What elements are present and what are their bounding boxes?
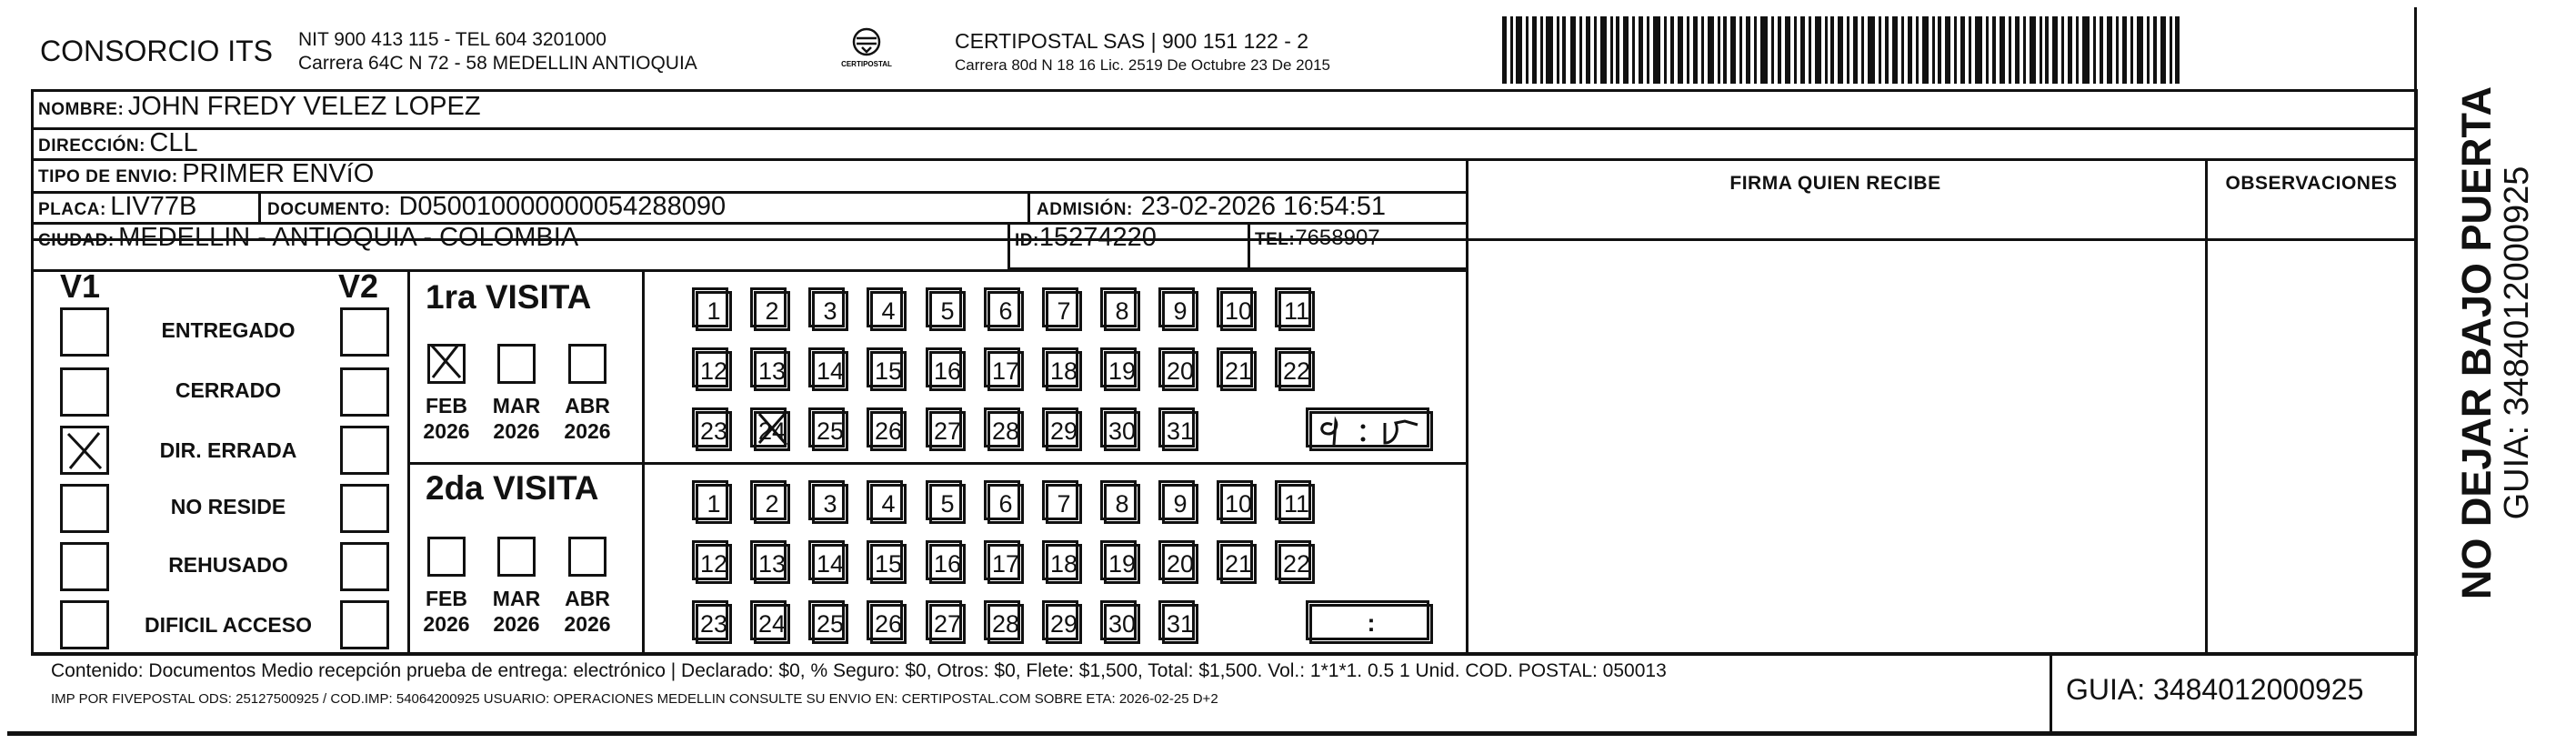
second-visit-day-24[interactable]: 24 bbox=[754, 604, 790, 644]
first-visit-day-16[interactable]: 16 bbox=[929, 351, 966, 391]
documento-value: D050010000000054288090 bbox=[398, 192, 727, 221]
status-label: REHUSADO bbox=[168, 553, 288, 577]
nombre-value: JOHN FREDY VELEZ LOPEZ bbox=[127, 92, 481, 121]
first-visit-day-19[interactable]: 19 bbox=[1104, 351, 1140, 391]
v1-dificil-acceso-checkbox[interactable] bbox=[60, 600, 109, 649]
tel-value: 7658907 bbox=[1295, 226, 1380, 250]
second-visit-abr-checkbox[interactable] bbox=[568, 537, 606, 577]
first-visit-day-23[interactable]: 23 bbox=[696, 411, 732, 451]
second-visit-day-7[interactable]: 7 bbox=[1046, 484, 1082, 524]
second-visit-day-29[interactable]: 29 bbox=[1046, 604, 1082, 644]
id-value: 15274220 bbox=[1038, 223, 1157, 252]
direccion-value: CLL bbox=[149, 128, 198, 157]
first-visit-day-13[interactable]: 13 bbox=[754, 351, 790, 391]
month-label: MAR 2026 bbox=[492, 587, 541, 636]
first-visit-day-30[interactable]: 30 bbox=[1104, 411, 1140, 451]
ciudad-value: MEDELLIN - ANTIOQUIA - COLOMBIA bbox=[118, 223, 579, 252]
second-visit-day-16[interactable]: 16 bbox=[929, 544, 966, 584]
status-label: NO RESIDE bbox=[170, 495, 286, 518]
v1-dir-errada-checkbox[interactable] bbox=[60, 426, 109, 475]
first-visit-time-box[interactable] bbox=[1309, 411, 1433, 451]
first-visit-day-17[interactable]: 17 bbox=[987, 351, 1024, 391]
first-visit-abr-checkbox[interactable] bbox=[568, 344, 606, 384]
status-label: DIFICIL ACCESO bbox=[144, 613, 312, 637]
tipo-value: PRIMER ENVíO bbox=[182, 159, 375, 188]
v1-entregado-checkbox[interactable] bbox=[60, 307, 109, 357]
footer-guia: GUIA: 3484012000925 bbox=[2066, 673, 2364, 706]
v1-header: V1 bbox=[60, 267, 101, 305]
second-visit-day-26[interactable]: 26 bbox=[870, 604, 907, 644]
first-visit-day-6[interactable]: 6 bbox=[987, 291, 1024, 331]
first-visit-feb-checkbox[interactable] bbox=[427, 344, 466, 384]
first-visit-day-20[interactable]: 20 bbox=[1162, 351, 1198, 391]
first-visit-day-1[interactable]: 1 bbox=[696, 291, 732, 331]
second-visit-day-20[interactable]: 20 bbox=[1162, 544, 1198, 584]
second-visit-day-27[interactable]: 27 bbox=[929, 604, 966, 644]
second-visit-day-31[interactable]: 31 bbox=[1162, 604, 1198, 644]
v1-rehusado-checkbox[interactable] bbox=[60, 542, 109, 591]
second-visit-day-18[interactable]: 18 bbox=[1046, 544, 1082, 584]
side-vertical-text bbox=[2422, 47, 2568, 638]
first-visit-day-18[interactable]: 18 bbox=[1046, 351, 1082, 391]
month-label: MAR 2026 bbox=[492, 394, 541, 443]
page-bottom-rule bbox=[7, 733, 2417, 736]
month-label: ABR 2026 bbox=[564, 587, 611, 636]
second-visit-day-30[interactable]: 30 bbox=[1104, 604, 1140, 644]
first-visit-day-9[interactable]: 9 bbox=[1162, 291, 1198, 331]
certipostal-logo bbox=[835, 27, 898, 71]
second-visit-day-28[interactable]: 28 bbox=[987, 604, 1024, 644]
carrier-address: Carrera 80d N 18 16 Lic. 2519 De Octubre 23 De 2015 bbox=[955, 56, 1330, 74]
tipo-row: TIPO DE ENVIO: PRIMER ENVíO bbox=[38, 159, 375, 188]
first-visit-day-5[interactable]: 5 bbox=[929, 291, 966, 331]
first-visit-day-24[interactable]: 24 bbox=[754, 411, 790, 451]
v2-header: V2 bbox=[338, 267, 379, 305]
second-visit-day-17[interactable]: 17 bbox=[987, 544, 1024, 584]
v2-cerrado-checkbox[interactable] bbox=[340, 367, 389, 417]
second-visit-title: 2da VISITA bbox=[426, 469, 599, 507]
status-label: ENTREGADO bbox=[161, 318, 296, 342]
second-visit-day-8[interactable]: 8 bbox=[1104, 484, 1140, 524]
direccion-row: DIRECCIÓN: CLL bbox=[38, 128, 198, 157]
v2-rehusado-checkbox[interactable] bbox=[340, 542, 389, 591]
tel-cell: TEL:7658907 bbox=[1255, 226, 1380, 250]
second-visit-day-11[interactable]: 11 bbox=[1278, 484, 1315, 524]
status-label: CERRADO bbox=[175, 378, 282, 402]
second-visit-day-9[interactable]: 9 bbox=[1162, 484, 1198, 524]
status-label: DIR. ERRADA bbox=[159, 438, 297, 462]
month-label: ABR 2026 bbox=[564, 394, 611, 443]
barcode bbox=[1502, 16, 2180, 84]
second-visit-day-19[interactable]: 19 bbox=[1104, 544, 1140, 584]
first-visit-day-31[interactable]: 31 bbox=[1162, 411, 1198, 451]
v2-dificil-acceso-checkbox[interactable] bbox=[340, 600, 389, 649]
first-visit-day-28[interactable]: 28 bbox=[987, 411, 1024, 451]
month-label: FEB 2026 bbox=[423, 587, 470, 636]
handwritten-x-mark bbox=[427, 341, 464, 381]
first-visit-day-8[interactable]: 8 bbox=[1104, 291, 1140, 331]
handwritten-x-mark bbox=[63, 428, 106, 472]
month-label: FEB 2026 bbox=[423, 394, 470, 443]
first-visit-day-25[interactable]: 25 bbox=[812, 411, 848, 451]
handwritten-time bbox=[1312, 414, 1430, 450]
first-visit-day-4[interactable]: 4 bbox=[870, 291, 907, 331]
no-dejar-bajo-puerta: NO DEJAR BAJO PUERTA bbox=[2453, 85, 2500, 600]
ciudad-row: CIUDAD: MEDELLIN - ANTIOQUIA - COLOMBIA bbox=[38, 223, 579, 252]
v2-no-reside-checkbox[interactable] bbox=[340, 484, 389, 533]
first-visit-day-27[interactable]: 27 bbox=[929, 411, 966, 451]
id-cell: ID:15274220 bbox=[1015, 223, 1157, 252]
second-visit-day-25[interactable]: 25 bbox=[812, 604, 848, 644]
svg-text:CERTIPOSTAL: CERTIPOSTAL bbox=[841, 60, 892, 68]
first-visit-day-15[interactable]: 15 bbox=[870, 351, 907, 391]
documento-cell: DOCUMENTO: D050010000000054288090 bbox=[267, 192, 727, 221]
first-visit-title: 1ra VISITA bbox=[426, 278, 592, 316]
second-visit-day-3[interactable]: 3 bbox=[812, 484, 848, 524]
first-visit-day-3[interactable]: 3 bbox=[812, 291, 848, 331]
second-visit-feb-checkbox[interactable] bbox=[427, 537, 466, 577]
nombre-row: NOMBRE: JOHN FREDY VELEZ LOPEZ bbox=[38, 92, 481, 121]
side-guia: GUIA: 3484012000925 bbox=[2498, 166, 2536, 520]
company-address: Carrera 64C N 72 - 58 MEDELLIN ANTIOQUIA bbox=[298, 53, 697, 74]
first-visit-day-10[interactable]: 10 bbox=[1220, 291, 1257, 331]
second-visit-day-12[interactable]: 12 bbox=[696, 544, 732, 584]
second-visit-day-5[interactable]: 5 bbox=[929, 484, 966, 524]
first-visit-day-14[interactable]: 14 bbox=[812, 351, 848, 391]
first-visit-day-11[interactable]: 11 bbox=[1278, 291, 1315, 331]
second-visit-day-13[interactable]: 13 bbox=[754, 544, 790, 584]
second-visit-day-15[interactable]: 15 bbox=[870, 544, 907, 584]
carrier-line: CERTIPOSTAL SAS | 900 151 122 - 2 bbox=[955, 29, 1309, 53]
nit-line: NIT 900 413 115 - TEL 604 3201000 bbox=[298, 29, 606, 50]
v1-cerrado-checkbox[interactable] bbox=[60, 367, 109, 417]
first-visit-day-7[interactable]: 7 bbox=[1046, 291, 1082, 331]
v2-entregado-checkbox[interactable] bbox=[340, 307, 389, 357]
first-visit-day-2[interactable]: 2 bbox=[754, 291, 790, 331]
admision-value: 23-02-2026 16:54:51 bbox=[1140, 192, 1387, 221]
second-visit-day-6[interactable]: 6 bbox=[987, 484, 1024, 524]
second-visit-day-1[interactable]: 1 bbox=[696, 484, 732, 524]
footer-content-line: Contenido: Documentos Medio recepción prueba de entrega: electrónico | Declarado: $0, % Seguro: $0, Otros: $0, Flete: $1,500, Total: $1,500. Vol.: 1*1*1. 0.5 1 Unid. COD. POSTAL: 050013 bbox=[51, 660, 1667, 681]
observaciones-header: OBSERVACIONES bbox=[2225, 173, 2398, 194]
footer-print-line: IMP POR FIVEPOSTAL ODS: 25127500925 / COD.IMP: 54064200925 USUARIO: OPERACIONES MEDELLIN CONSULTE SU ENVIO EN: CERTIPOSTAL.COM SOBRE ETA: 2026-02-25 D+2 bbox=[51, 691, 1218, 707]
second-visit-day-14[interactable]: 14 bbox=[812, 544, 848, 584]
admision-cell: ADMISIÓN: 23-02-2026 16:54:51 bbox=[1037, 192, 1387, 221]
first-visit-mar-checkbox[interactable] bbox=[497, 344, 536, 384]
firma-header: FIRMA QUIEN RECIBE bbox=[1729, 173, 1941, 194]
first-visit-day-29[interactable]: 29 bbox=[1046, 411, 1082, 451]
second-visit-time-box[interactable]: : bbox=[1309, 604, 1433, 644]
second-visit-day-21[interactable]: 21 bbox=[1220, 544, 1257, 584]
first-visit-day-22[interactable]: 22 bbox=[1278, 351, 1315, 391]
placa-value: LIV77B bbox=[110, 192, 197, 221]
second-visit-day-4[interactable]: 4 bbox=[870, 484, 907, 524]
first-visit-day-12[interactable]: 12 bbox=[696, 351, 732, 391]
second-visit-mar-checkbox[interactable] bbox=[497, 537, 536, 577]
handwritten-x-mark bbox=[754, 408, 790, 448]
v1-no-reside-checkbox[interactable] bbox=[60, 484, 109, 533]
second-visit-day-23[interactable]: 23 bbox=[696, 604, 732, 644]
placa-row: PLACA: LIV77B bbox=[38, 192, 197, 221]
second-visit-day-22[interactable]: 22 bbox=[1278, 544, 1315, 584]
first-visit-day-21[interactable]: 21 bbox=[1220, 351, 1257, 391]
second-visit-day-2[interactable]: 2 bbox=[754, 484, 790, 524]
first-visit-day-26[interactable]: 26 bbox=[870, 411, 907, 451]
company-name: CONSORCIO ITS bbox=[40, 35, 274, 67]
v2-dir-errada-checkbox[interactable] bbox=[340, 426, 389, 475]
second-visit-day-10[interactable]: 10 bbox=[1220, 484, 1257, 524]
